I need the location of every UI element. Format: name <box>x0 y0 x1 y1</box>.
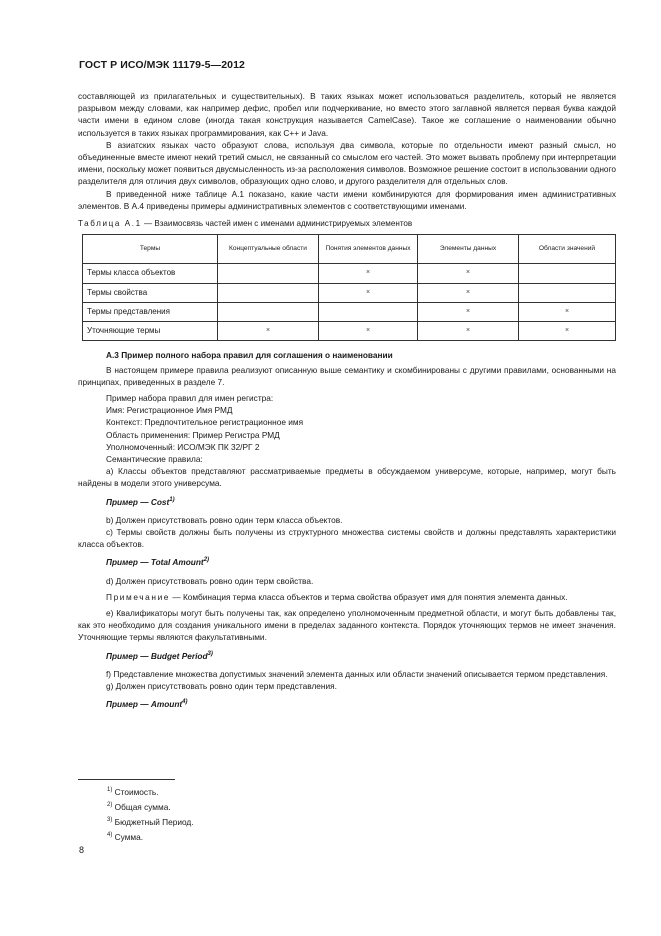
rule-e: e) Квалификаторы могут быть получены так, как определено уполномоченным предметной области, и могут быть добавлены так, как это необходимо для создания уникального имени в пределах заданного контекста. Порядок уточняющих термов не имеет значения. Уточняющие термы являются факультативными. <box>78 608 616 643</box>
note <box>78 591 616 603</box>
table-mark-cell: × <box>418 302 519 321</box>
footnote-item: $^{2)}$ Общая сумма. <box>107 802 171 812</box>
page-header: ГОСТ Р ИСО/МЭК 11179-5—2012 <box>79 59 245 71</box>
table-row <box>83 302 616 321</box>
table-term-cell: Уточняющие термы <box>83 322 218 341</box>
table-term-cell: Термы свойства <box>83 283 218 302</box>
rule-b: b) Должен присутствовать ровно один терм класса объектов. <box>106 514 343 525</box>
rule-set-line: Имя: Регистрационное Имя РМД <box>106 405 233 416</box>
example-total-amount: Пример — Total Amount$^{2)}$ <box>106 557 210 568</box>
note-label: Примечание <box>106 591 171 602</box>
table-mark-cell: × <box>418 264 519 283</box>
rule-set-line: Пример набора правил для имен регистра: <box>106 393 274 404</box>
table-mark-cell <box>218 302 319 321</box>
note-text: — Комбинация терма класса объектов и терма свойства образует имя для понятия элемента данных. <box>170 591 568 602</box>
main-text <box>78 90 616 717</box>
rule-set-line: Семантические правила: <box>106 454 203 465</box>
footnotes <box>107 785 194 845</box>
example-budget-period: Пример — Budget Period$^{3)}$ <box>106 650 213 661</box>
table-mark-cell <box>519 264 616 283</box>
table-mark-cell <box>218 264 319 283</box>
table-caption-text: — Взаимосвязь частей имен с именами администрируемых элементов <box>141 219 413 229</box>
table-header-row <box>83 235 616 264</box>
footnote-item: $^{1)}$ Стоимость. <box>107 787 159 797</box>
table-row <box>83 264 616 283</box>
rule-a: а) Классы объектов представляют рассматриваемые предметы в обсуждаемом универсуме, которые, например, могут быть найдены в модели этого универсума. <box>78 466 616 489</box>
rule-g: g) Должен присутствовать ровно один терм представления. <box>106 681 337 692</box>
table-mark-cell <box>218 283 319 302</box>
footnote-item: $^{4)}$ Сумма. <box>107 832 144 842</box>
section-intro: В настоящем примере правила реализуют описанную выше семантику и скомбинированы с другими правилами, основанными на принципах, приведенных в разделе 7. <box>78 364 616 387</box>
example-cost: Пример — Cost$^{1)}$ <box>106 496 175 507</box>
paragraph-3: В приведенной ниже таблице А.1 показано, какие части имени комбинируются для формирования имен административных элементов. В А.4 приведены примеры административных элементов с соответствующими именами. <box>78 188 616 211</box>
footnote-ref: 1) <box>169 496 175 503</box>
footnote-ref: 3) <box>207 650 213 657</box>
rule-set-line: Область применения: Пример Регистра РМД <box>106 429 280 440</box>
table-mark-cell <box>519 283 616 302</box>
rule-set-line: Контекст: Предпочтительное регистрационное имя <box>106 417 304 428</box>
page-number: 8 <box>79 845 85 855</box>
table-mark-cell: × <box>319 322 418 341</box>
table-mark-cell: × <box>218 322 319 341</box>
table-caption-label: Таблица А.1 <box>78 219 142 229</box>
rule-c: c) Термы свойств должны быть получены из структурного множества системы свойств и должны представлять характеристики класса объектов. <box>78 527 616 550</box>
table-header-cell: Области значений <box>519 235 616 264</box>
table-mark-cell <box>319 302 418 321</box>
footnote-divider <box>78 779 175 780</box>
footnote-ref: 4) <box>182 699 188 706</box>
footnote-item: $^{3)}$ Бюджетный Период. <box>107 817 194 827</box>
footnote-ref: 2) <box>203 557 210 564</box>
table-term-cell: Термы представления <box>83 302 218 321</box>
table-caption <box>78 218 616 230</box>
table-mark-cell: × <box>319 283 418 302</box>
table-mark-cell: × <box>519 322 616 341</box>
table-mark-cell: × <box>319 264 418 283</box>
rule-d: d) Должен присутствовать ровно один терм свойства. <box>106 575 314 586</box>
table-header-cell: Термы <box>83 235 218 264</box>
paragraph-2: В азиатских языках часто образуют слова, используя два символа, которые по отдельности имеют разный смысл, но объединенные вместе имеют некий третий смысл, не связанный со смыслом его частей. Это может вызвать проблему при интерпретации имени, поскольку может появиться двусмысленность из-за расположения символов. Возможное решение состоит в использовании одного разделителя для отличия двух символов, образующих одно слово, и другого разделителя для отдельных слов. <box>78 139 616 187</box>
section-title: А.3 Пример полного набора правил для соглашения о наименовании <box>106 350 393 361</box>
table-header-cell: Концептуальные области <box>218 235 319 264</box>
rule-set-line: Уполномоченный: ИСО/МЭК ПК 32/РГ 2 <box>106 441 260 452</box>
table-row <box>83 283 616 302</box>
table-mark-cell: × <box>418 283 519 302</box>
name-parts-table <box>82 234 616 341</box>
table-mark-cell: × <box>418 322 519 341</box>
table-header-cell: Понятия элементов данных <box>319 235 418 264</box>
rule-f: f) Представление множества допустимых значений элемента данных или области значений описывается термом представления. <box>106 668 608 679</box>
table-row <box>83 322 616 341</box>
paragraph-1: составляющей из прилагательных и существительных). В таких языках может использоваться разделитель, который не является разрывом между словами, как например дефис, пробел или подчеркивание, но вместо этого заглавной является первая буква каждой части имени в едином слове (иногда такая конструкция называется CamelCase). Такое же соглашение о наименовании обычно используется в таких языках программирования, как C++ и Java. <box>78 91 616 138</box>
example-amount: Пример — Amount$^{4)}$ <box>106 699 188 710</box>
table-term-cell: Термы класса объектов <box>83 264 218 283</box>
table-header-cell: Элементы данных <box>418 235 519 264</box>
table-mark-cell: × <box>519 302 616 321</box>
